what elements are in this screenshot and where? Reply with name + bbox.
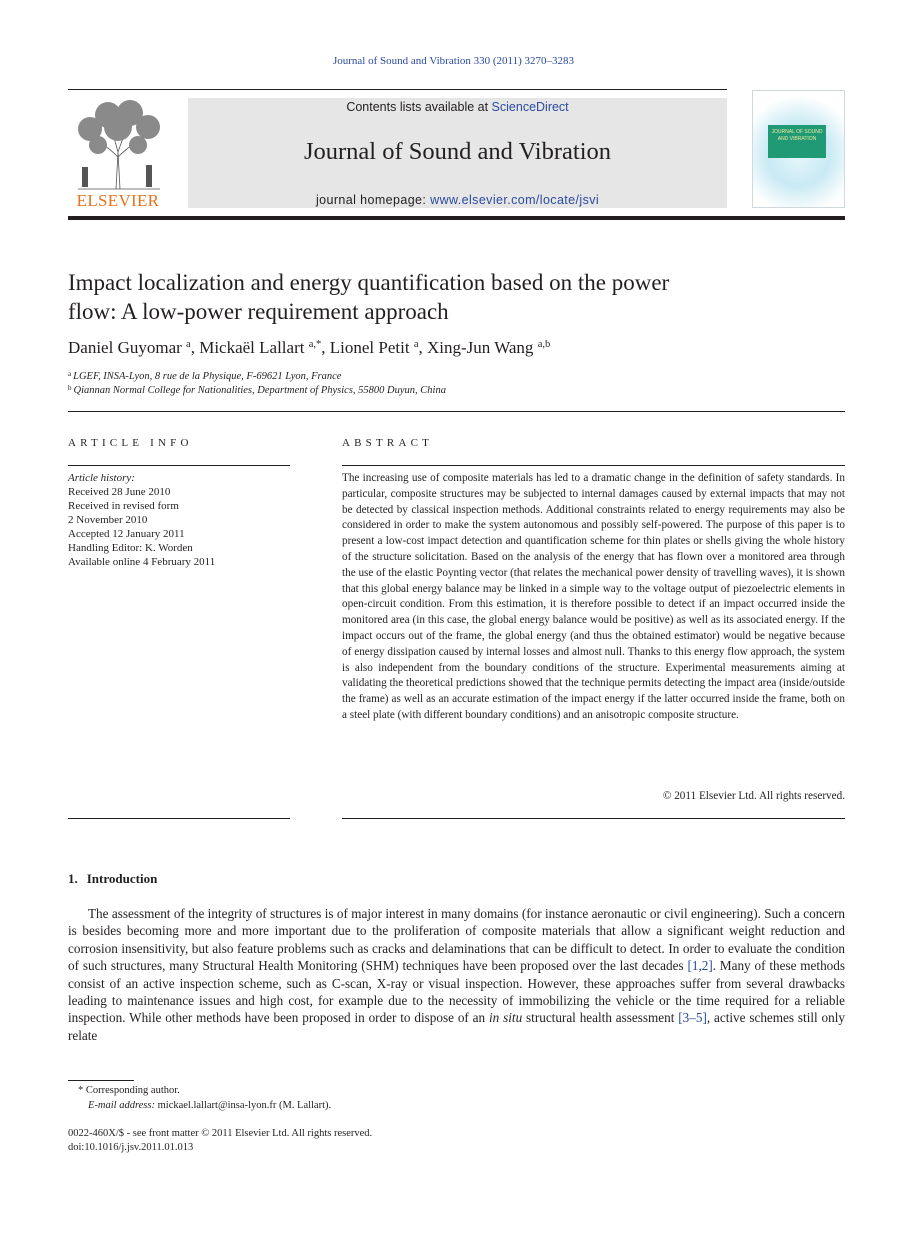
article-title-line2: flow: A low-power requirement approach: [68, 299, 449, 324]
email-footnote: [88, 1099, 331, 1113]
introduction-heading: [68, 871, 157, 887]
abstract-heading: ABSTRACT: [342, 437, 434, 449]
front-matter: [68, 1127, 372, 1155]
affiliation-b: [68, 384, 845, 396]
abstract-rule: [342, 465, 845, 466]
affiliation-rule: [68, 411, 845, 412]
section-title: Introduction: [86, 871, 158, 886]
history-item: Received in revised form: [68, 500, 179, 512]
journal-citation[interactable]: Journal of Sound and Vibration 330 (2011) 3270–3283: [332, 55, 574, 67]
footnote-text: Corresponding author.: [85, 1085, 180, 1096]
affiliation-mark: a: [68, 370, 72, 378]
introduction-paragraph: [68, 905, 845, 1044]
author-name: Mickaël Lallart: [199, 338, 305, 357]
footnote-mark: *: [78, 1085, 84, 1096]
corresponding-author-footnote: [78, 1084, 180, 1098]
contents-available-line: [188, 100, 727, 114]
abstract-text: The increasing use of composite materials has led to a dramatic change in the definition of safety standards. In particular, composite structures may be subjected to internal damages caused by external impacts that may not be detected by classical inspection methods. Additional constraints related to energy requirements may also be considered in order to make the system autonomous and possibly self-powered. The purpose of this paper is to present a low-cost impact detection and quantification scheme for thin plates or shells giving the whole history of the structure solicitation. Based on the analysis of the energy that has flown over a monitored area through the use of the elastic Poynting vector (that relates the mechanical power density of travelling waves), it is shown that this global energy balance may be linked in a simple way to the voltage output of piezoelectric elements in open-circuit condition. From this estimation, it is therefore possible to detect if an impact occurred inside the monitored area (in this case, the global energy balance would be positive) as well as its associated energy. If the impact occurs out of the frame, the global energy (and thus the obtained estimator) would be negative because of energy dissipation caused by internal losses and almost null. Thanks to this energy flow approach, the system is also independent from the boundary conditions of the structure. Experimental measurements aiming at validating the theoretical predictions showed that the technique permits detecting the impact area (inside/outside the frame) as well as an accurate estimation of the impact energy if the latter occurred inside the frame, both on a steel plate (with different boundary conditions) and an anisotropic composite structure.: [342, 472, 845, 721]
author-affiliation-mark[interactable]: a: [186, 339, 191, 350]
footnote-rule: [68, 1080, 134, 1081]
history-item: Accepted 12 January 2011: [68, 528, 185, 540]
affiliation-text: Qiannan Normal College for Nationalities, Department of Physics, 55800 Duyun, China: [73, 385, 446, 396]
article-title-line1: Impact localization and energy quantification based on the power: [68, 270, 670, 295]
history-item: Available online 4 February 2011: [68, 556, 216, 568]
author-separator: ,: [190, 338, 200, 357]
intro-text-part: The assessment of the integrity of structures is of major interest in many domains (for instance aeronautic or civil engineering). Such a concern is besides becoming more and more important due to the proliferation of composite materials that allow a significant weight reduction and corrosion insensitivity, but also feature problems such as cracks and delaminations that can be difficult to detect. In order to evaluate the condition of such structures, many Structural Health Monitoring (SHM) techniques have been proposed over the last decades: [68, 906, 845, 974]
author-separator: ,: [321, 338, 330, 357]
sciencedirect-link[interactable]: ScienceDirect: [491, 100, 569, 114]
intro-text-part: structural health assessment: [522, 1010, 679, 1026]
author-affiliation-mark[interactable]: a,*: [308, 339, 322, 350]
intro-text-part: , active schemes still only relate: [68, 1010, 845, 1043]
article-info-bottom-rule: [68, 818, 290, 819]
abstract-bottom-rule: [342, 818, 845, 819]
history-item: Received 28 June 2010: [68, 486, 171, 498]
journal-homepage-link[interactable]: www.elsevier.com/locate/jsvi: [430, 193, 600, 207]
reference-link[interactable]: [3–5]: [678, 1010, 707, 1026]
journal-cover-title-box: JOURNAL OF SOUND AND VIBRATION: [768, 125, 826, 158]
author-name: Lionel Petit: [329, 338, 410, 357]
contents-prefix: Contents lists available at: [346, 100, 492, 114]
author-separator: ,: [418, 338, 427, 357]
doi-link[interactable]: doi:10.1016/j.jsv.2011.01.013: [68, 1142, 194, 1153]
author-list: [68, 338, 845, 358]
abstract-copyright: © 2011 Elsevier Ltd. All rights reserved.: [662, 790, 845, 802]
article-history: [68, 471, 290, 569]
affiliation-a: [68, 370, 845, 382]
author-name: Xing-Jun Wang: [426, 338, 534, 357]
header-thick-rule: [68, 216, 845, 220]
reference-link[interactable]: [1,2]: [687, 958, 713, 974]
article-info-rule: [68, 465, 290, 466]
history-item: Handling Editor: K. Worden: [68, 542, 193, 554]
header-top-rule: [68, 89, 727, 90]
email-label: E-mail address:: [88, 1100, 155, 1111]
article-info-heading: ARTICLE INFO: [68, 437, 193, 449]
affiliation-text: LGEF, INSA-Lyon, 8 rue de la Physique, F-69621 Lyon, France: [73, 371, 342, 382]
intro-text-italic: in situ: [488, 1010, 523, 1026]
homepage-prefix: journal homepage:: [315, 193, 431, 207]
history-item: 2 November 2010: [68, 514, 148, 526]
section-number: 1.: [68, 871, 78, 886]
intro-text-part: . Many of these methods consist of an active inspection scheme, such as C-scan, X-ray or visual inspection. However, these approaches suffer from several drawbacks leading to maintenance issues and high cost, for example due to the necessity of immobilizing the vehicle or the time required for a reliable inspection. While other methods have been proposed in order to dispose of an: [68, 958, 845, 1026]
journal-name: Journal of Sound and Vibration: [303, 138, 611, 165]
journal-homepage-line: [188, 193, 727, 207]
author-affiliation-mark[interactable]: a,b: [537, 339, 551, 350]
article-title: [68, 268, 845, 326]
elsevier-wordmark[interactable]: ELSEVIER: [76, 191, 160, 210]
affiliation-mark: b: [68, 384, 72, 392]
article-history-label: Article history:: [68, 472, 135, 484]
author-name: Daniel Guyomar: [68, 338, 182, 357]
author-affiliation-mark[interactable]: a: [413, 339, 419, 350]
issn-line: 0022-460X/$ - see front matter © 2011 Elsevier Ltd. All rights reserved.: [68, 1128, 373, 1139]
email-address[interactable]: mickael.lallart@insa-lyon.fr (M. Lallart).: [157, 1100, 332, 1111]
elsevier-tree-icon: [68, 97, 168, 192]
